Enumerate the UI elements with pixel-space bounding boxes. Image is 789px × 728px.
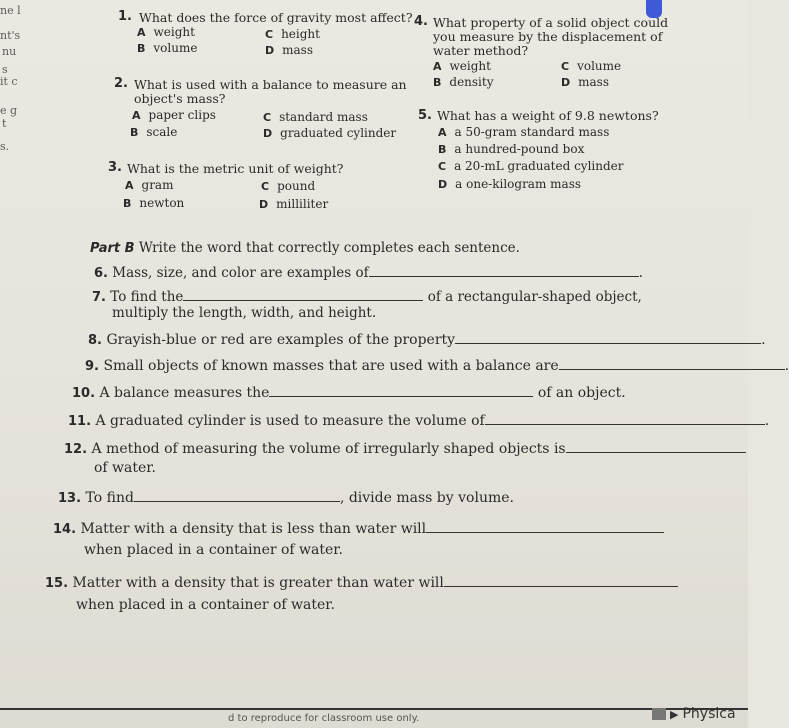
answer-blank[interactable] (269, 384, 533, 397)
question-number: 2. (114, 76, 128, 91)
footer-copyright: d to reproduce for classroom use only. (228, 713, 420, 724)
sentence-text: Matter with a density that is less than water will (80, 521, 427, 537)
option-b: B scale (130, 125, 178, 139)
sentence-number: 7. (92, 290, 106, 305)
option-b: B density (433, 75, 494, 89)
footer-rule (0, 708, 748, 710)
sentence-text: A graduated cylinder is used to measure the volume of (95, 413, 485, 429)
option-b: B a hundred-pound box (438, 142, 585, 156)
question-number: 4. (414, 14, 428, 29)
question-text: What has a weight of 9.8 newtons? (437, 108, 659, 123)
sentence-text: Mass, size, and color are examples of (112, 265, 369, 281)
question-text-line2: object's mass? (134, 91, 226, 106)
edge-fragment: t (2, 117, 7, 130)
publisher-brand (652, 706, 736, 722)
option-a: A gram (125, 178, 174, 192)
option-b: B newton (123, 196, 185, 210)
option-c: C volume (561, 59, 622, 73)
question-text-line3: water method? (433, 43, 529, 58)
sentence-number: 8. (88, 333, 102, 348)
question-number: 1. (118, 9, 132, 24)
sentence-10: 10. A balance measures the of an object. (72, 385, 626, 401)
sentence-number: 12. (64, 442, 88, 457)
sentence-text: Small objects of known masses that are used with a balance are (103, 358, 559, 374)
answer-blank[interactable] (426, 520, 664, 533)
sentence-number: 14. (53, 522, 77, 537)
sentence-number: 13. (58, 491, 82, 506)
sentence-text: Matter with a density that is greater than water will (72, 575, 444, 591)
edge-fragment: it c (0, 75, 18, 88)
part-b-instruction: Write the word that correctly completes each sentence. (138, 240, 520, 256)
part-b-heading (90, 240, 520, 256)
answer-blank[interactable] (455, 331, 761, 344)
sentence-12-line2: of water. (94, 460, 156, 476)
sentence-number: 11. (68, 414, 92, 429)
edge-fragment: e g (0, 104, 18, 117)
edge-fragment: s (2, 63, 8, 76)
edge-fragment: s. (0, 140, 10, 153)
sentence-14-line2: when placed in a container of water. (84, 542, 343, 558)
answer-blank[interactable] (369, 264, 639, 277)
sentence-text: Grayish-blue or red are examples of the property (106, 332, 456, 348)
sentence-number: 15. (45, 576, 69, 591)
sentence-14 (53, 520, 664, 537)
option-c: C height (265, 27, 320, 41)
sentence-11: 11. A graduated cylinder is used to measure the volume of . (68, 413, 770, 429)
edge-fragment: nu (2, 45, 17, 58)
sentence-7-line2: multiply the length, width, and height. (112, 305, 377, 321)
sentence-text: To find the (110, 289, 184, 305)
question-text-line1: What is used with a balance to measure an (134, 77, 407, 92)
sentence-7: 7. To find the of a rectangular-shaped object, (92, 289, 642, 305)
part-b-label: Part B (90, 241, 135, 256)
option-c: C pound (261, 179, 316, 193)
sentence-15 (45, 574, 678, 591)
option-c: C standard mass (263, 110, 368, 124)
question-text-line2: you measure by the displacement of (433, 29, 663, 44)
sentence-text: A method of measuring the volume of irregularly shaped objects is (91, 441, 566, 457)
play-arrow-icon: ▶ (670, 708, 679, 721)
option-d: D graduated cylinder (263, 126, 397, 140)
option-c: C a 20-mL graduated cylinder (438, 159, 624, 173)
answer-blank[interactable] (559, 357, 785, 370)
answer-blank[interactable] (485, 412, 765, 425)
option-b: B volume (137, 41, 198, 55)
sentence-text: A balance measures the (99, 385, 270, 401)
edge-fragment: nt's (0, 29, 21, 42)
sentence-6: 6. Mass, size, and color are examples of . (94, 265, 643, 281)
option-d: D mass (561, 75, 609, 89)
sentence-15-line2: when placed in a container of water. (76, 597, 335, 613)
option-a: A weight (137, 25, 195, 39)
sentence-8: 8. Grayish-blue or red are examples of the property . (88, 332, 766, 348)
option-a: A a 50-gram standard mass (438, 125, 610, 139)
option-a: A weight (433, 59, 491, 73)
option-d: D a one-kilogram mass (438, 177, 582, 191)
sentence-number: 6. (94, 266, 108, 281)
sentence-12 (64, 440, 746, 457)
option-d: D milliliter (259, 197, 329, 211)
publisher-logo-icon (652, 708, 666, 720)
sentence-number: 9. (85, 359, 99, 374)
sentence-text: To find (85, 490, 134, 506)
question-text: What does the force of gravity most affect? (139, 10, 413, 25)
option-d: D mass (265, 43, 313, 57)
answer-blank[interactable] (134, 489, 340, 502)
answer-blank[interactable] (444, 574, 678, 587)
edge-fragment: ne l (0, 4, 21, 17)
sentence-9: 9. Small objects of known masses that are used with a balance are . (85, 358, 789, 374)
answer-blank[interactable] (183, 288, 423, 301)
question-number: 3. (108, 160, 122, 175)
brand-text: Physica (682, 706, 736, 722)
sentence-13: 13. To find , divide mass by volume. (58, 490, 514, 506)
question-text: What is the metric unit of weight? (127, 161, 344, 176)
question-text-line1: What property of a solid object could (433, 15, 669, 30)
answer-blank[interactable] (566, 440, 746, 453)
option-a: A paper clips (132, 108, 216, 122)
sentence-number: 10. (72, 386, 96, 401)
question-number: 5. (418, 108, 432, 123)
